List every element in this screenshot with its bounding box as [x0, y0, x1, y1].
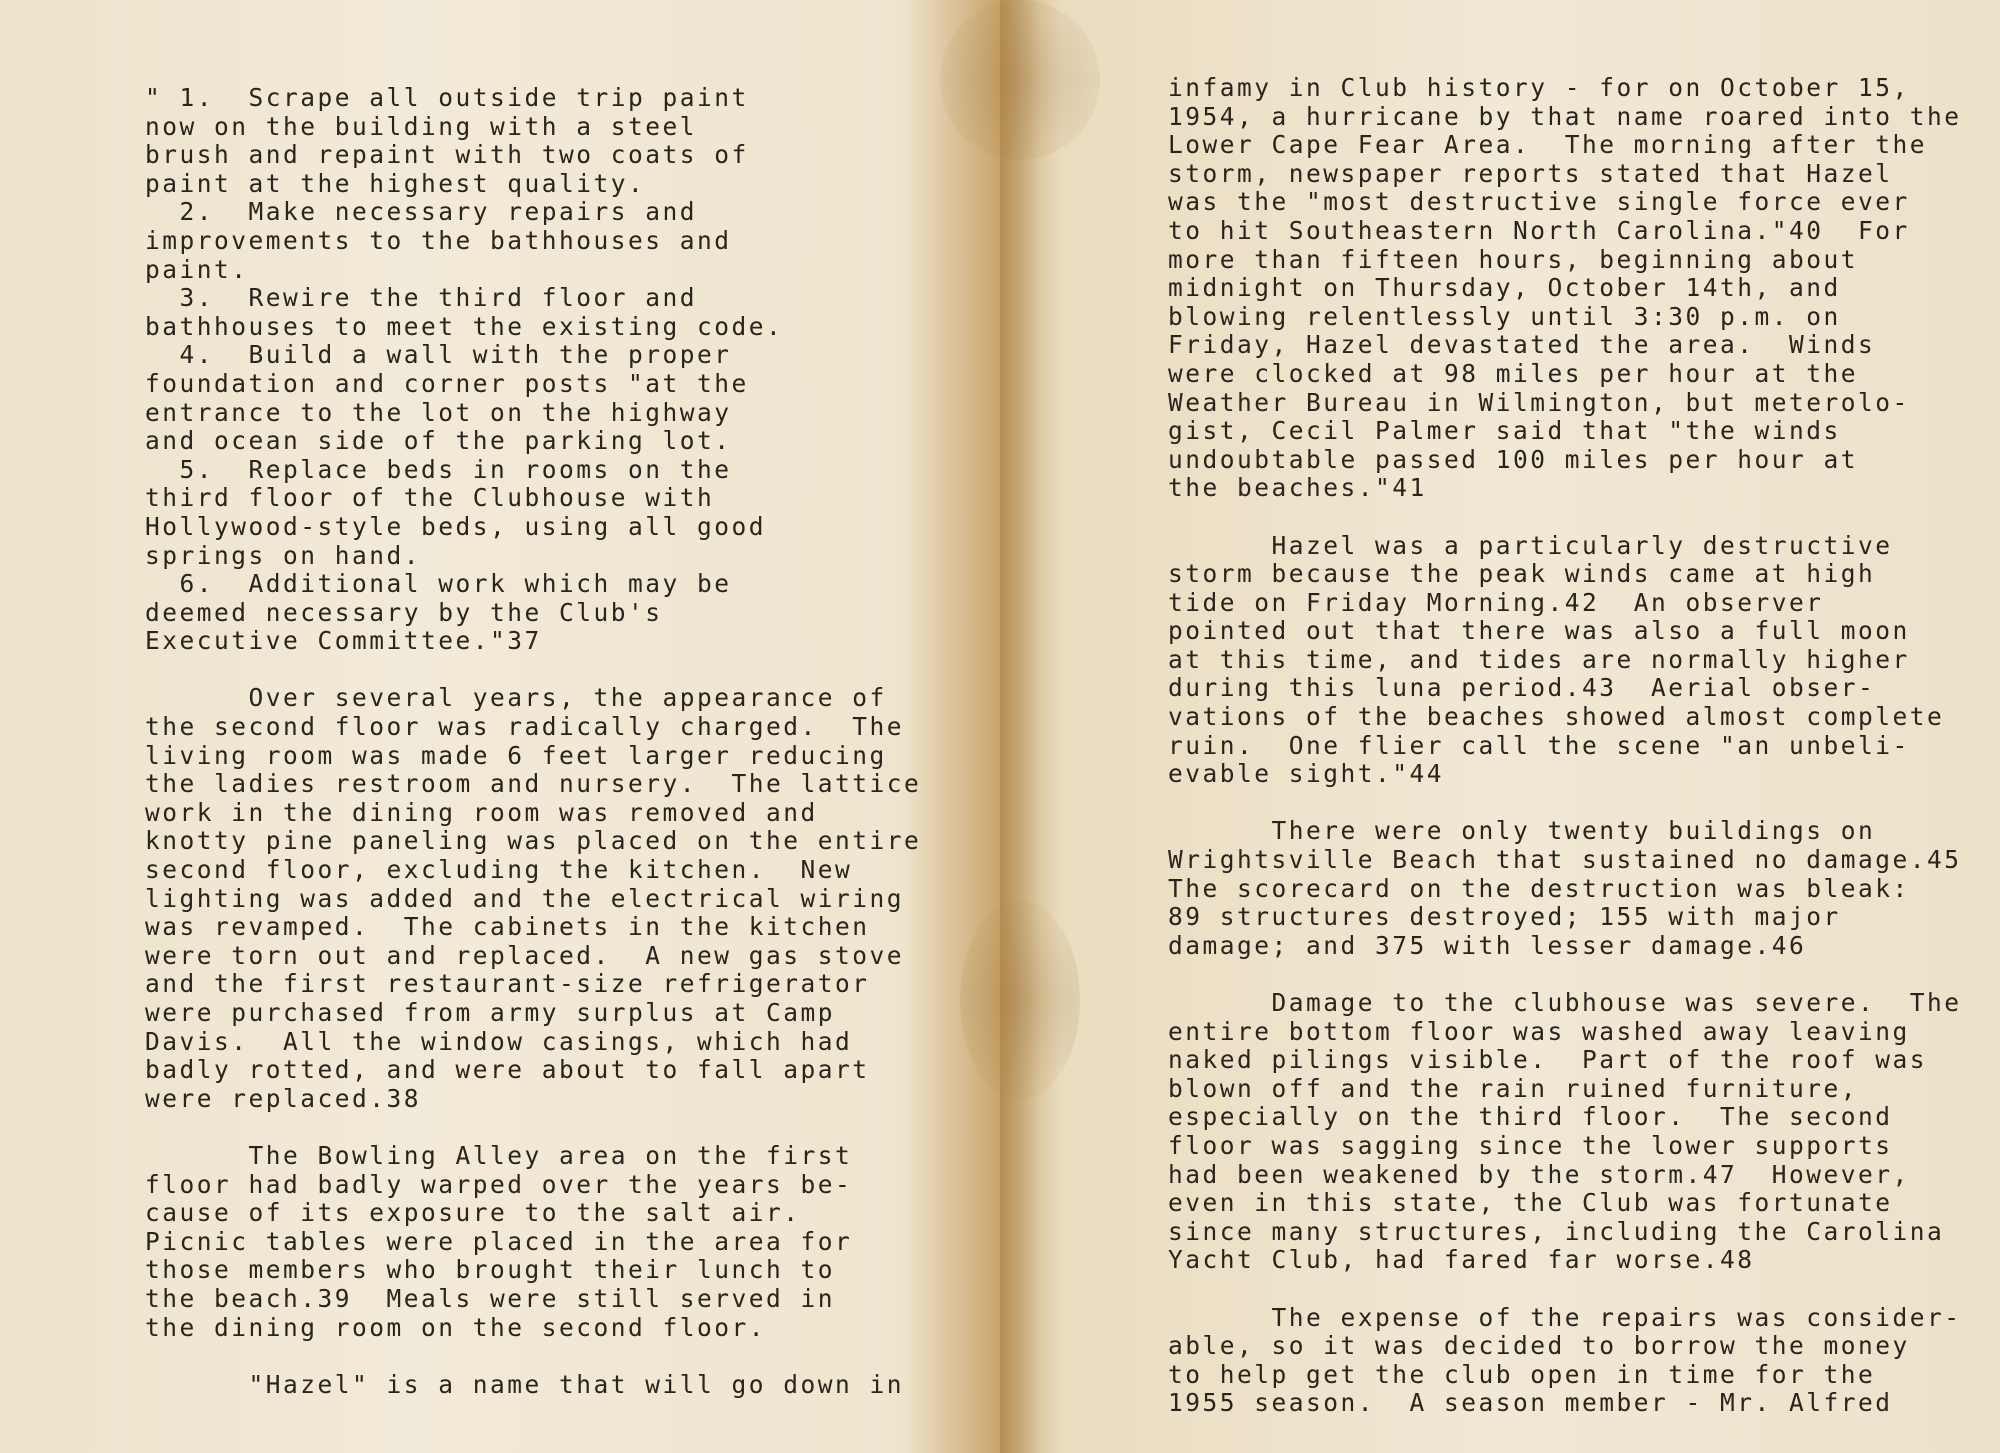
text-line: to hit Southeastern North Carolina."40 For [1168, 215, 1910, 245]
right-page [1020, 0, 2000, 1453]
text-line: improvements to the bathhouses and [145, 225, 732, 255]
text-line: undoubtable passed 100 miles per hour at [1168, 444, 1859, 474]
text-line: The Bowling Alley area on the first [145, 1140, 853, 1170]
text-line: lighting was added and the electrical wiring [145, 883, 905, 913]
text-line: at this time, and tides are normally higher [1168, 644, 1910, 674]
text-line: and the first restaurant-size refrigerator [145, 969, 870, 999]
text-line [145, 656, 921, 685]
text-line: blowing relentlessly until 3:30 p.m. on [1168, 301, 1841, 331]
text-line: since many structures, including the Carolina [1168, 1216, 1945, 1246]
text-line: brush and repaint with two coats of [145, 140, 749, 170]
text-line: damage; and 375 with lesser damage.46 [1168, 930, 1807, 960]
text-line [1168, 503, 1962, 532]
text-line: during this luna period.43 Aerial obser- [1168, 673, 1876, 703]
text-line: more than fifteen hours, beginning about [1168, 244, 1859, 274]
text-line: second floor, excluding the kitchen. New [145, 855, 853, 885]
text-line: entire bottom floor was washed away leaving [1168, 1016, 1910, 1046]
text-line: the beach.39 Meals were still served in [145, 1283, 836, 1313]
text-line: living room was made 6 feet larger reducing [145, 740, 887, 770]
text-line: midnight on Thursday, October 14th, and [1168, 273, 1841, 303]
text-line: deemed necessary by the Club's [145, 597, 663, 627]
text-line [145, 1113, 921, 1142]
text-line: naked pilings visible. Part of the roof was [1168, 1045, 1928, 1075]
text-line: work in the dining room was removed and [145, 797, 818, 827]
text-line: Hazel was a particularly destructive [1168, 530, 1893, 560]
text-line: had been weakened by the storm.47 However, [1168, 1159, 1910, 1189]
text-line: the beaches."41 [1168, 473, 1427, 503]
text-line: now on the building with a steel [145, 111, 698, 141]
text-line: gist, Cecil Palmer said that "the winds [1168, 416, 1841, 446]
text-line: blown off and the rain ruined furniture, [1168, 1073, 1859, 1103]
left-page-text [145, 84, 921, 1399]
text-line: The scorecard on the destruction was bleak: [1168, 873, 1910, 903]
text-line: Yacht Club, had fared far worse.48 [1168, 1245, 1755, 1275]
text-line: were clocked at 98 miles per hour at the [1168, 358, 1859, 388]
text-line: those members who brought their lunch to [145, 1255, 836, 1285]
text-line [145, 1342, 921, 1371]
text-line: Davis. All the window casings, which had [145, 1026, 853, 1056]
text-line: evable sight."44 [1168, 759, 1445, 789]
text-line: was the "most destructive single force ever [1168, 187, 1910, 217]
text-line: Executive Committee."37 [145, 626, 542, 656]
text-line: 2. Make necessary repairs and [145, 197, 698, 227]
text-line: The expense of the repairs was consider- [1168, 1302, 1962, 1332]
text-line: Friday, Hazel devastated the area. Winds [1168, 330, 1876, 360]
text-line: 1955 season. A season member - Mr. Alfred [1168, 1388, 1893, 1418]
text-line: able, so it was decided to borrow the money [1168, 1331, 1910, 1361]
text-line: storm, newspaper reports stated that Hazel [1168, 158, 1893, 188]
text-line: pointed out that there was also a full moon [1168, 616, 1910, 646]
text-line: foundation and corner posts "at the [145, 368, 749, 398]
text-line: paint at the highest quality. [145, 168, 646, 198]
text-line: springs on hand. [145, 540, 422, 570]
text-line: paint. [145, 254, 249, 284]
text-line: infamy in Club history - for on October 15, [1168, 73, 1910, 102]
text-line [1168, 960, 1962, 989]
text-line: third floor of the Clubhouse with [145, 483, 715, 513]
text-line: tide on Friday Morning.42 An observer [1168, 587, 1824, 617]
text-line: especially on the third floor. The second [1168, 1102, 1893, 1132]
text-line: Hollywood-style beds, using all good [145, 511, 767, 541]
text-line: and ocean side of the parking lot. [145, 426, 732, 456]
text-line: 4. Build a wall with the proper [145, 340, 732, 370]
text-line: Damage to the clubhouse was severe. The [1168, 988, 1962, 1017]
text-line: ruin. One flier call the scene "an unbeli- [1168, 730, 1910, 760]
text-line: even in this state, the Club was fortunate [1168, 1188, 1893, 1218]
right-page-text [1168, 74, 1962, 1418]
text-line: 1954, a hurricane by that name roared into the [1168, 101, 1962, 131]
text-line: Over several years, the appearance of [145, 683, 887, 713]
text-line: 3. Rewire the third floor and [145, 283, 698, 313]
text-line: storm because the peak winds came at high [1168, 559, 1876, 589]
text-line: vations of the beaches showed almost complete [1168, 702, 1945, 732]
text-line: There were only twenty buildings on [1168, 816, 1876, 846]
text-line: bathhouses to meet the existing code. [145, 311, 784, 341]
text-line: Wrightsville Beach that sustained no damage.45 [1168, 845, 1962, 875]
text-line: to help get the club open in time for the [1168, 1359, 1876, 1389]
text-line: were replaced.38 [145, 1083, 422, 1113]
text-line: Picnic tables were placed in the area for [145, 1226, 853, 1256]
text-line: was revamped. The cabinets in the kitchen [145, 912, 870, 942]
text-line: Weather Bureau in Wilmington, but meterolo- [1168, 387, 1910, 417]
text-line: the second floor was radically charged. The [145, 712, 905, 742]
text-line: cause of its exposure to the salt air. [145, 1198, 801, 1228]
text-line: "Hazel" is a name that will go down in [145, 1369, 905, 1399]
text-line: floor was sagging since the lower supports [1168, 1130, 1893, 1160]
text-line: " 1. Scrape all outside trip paint [145, 83, 749, 112]
text-line: 5. Replace beds in rooms on the [145, 454, 732, 484]
text-line: were purchased from army surplus at Camp [145, 998, 836, 1027]
text-line: the ladies restroom and nursery. The lattice [145, 769, 922, 799]
text-line: 6. Additional work which may be [145, 569, 732, 599]
text-line [1168, 789, 1962, 818]
text-line: knotty pine paneling was placed on the entire [145, 826, 922, 856]
text-line: 89 structures destroyed; 155 with major [1168, 902, 1841, 932]
text-line: were torn out and replaced. A new gas stove [145, 940, 905, 970]
text-line: entrance to the lot on the highway [145, 397, 732, 427]
text-line: Lower Cape Fear Area. The morning after the [1168, 130, 1928, 160]
text-line [1168, 1275, 1962, 1304]
text-line: badly rotted, and were about to fall apart [145, 1055, 870, 1085]
text-line: floor had badly warped over the years be- [145, 1169, 853, 1199]
text-line: the dining room on the second floor. [145, 1312, 767, 1342]
